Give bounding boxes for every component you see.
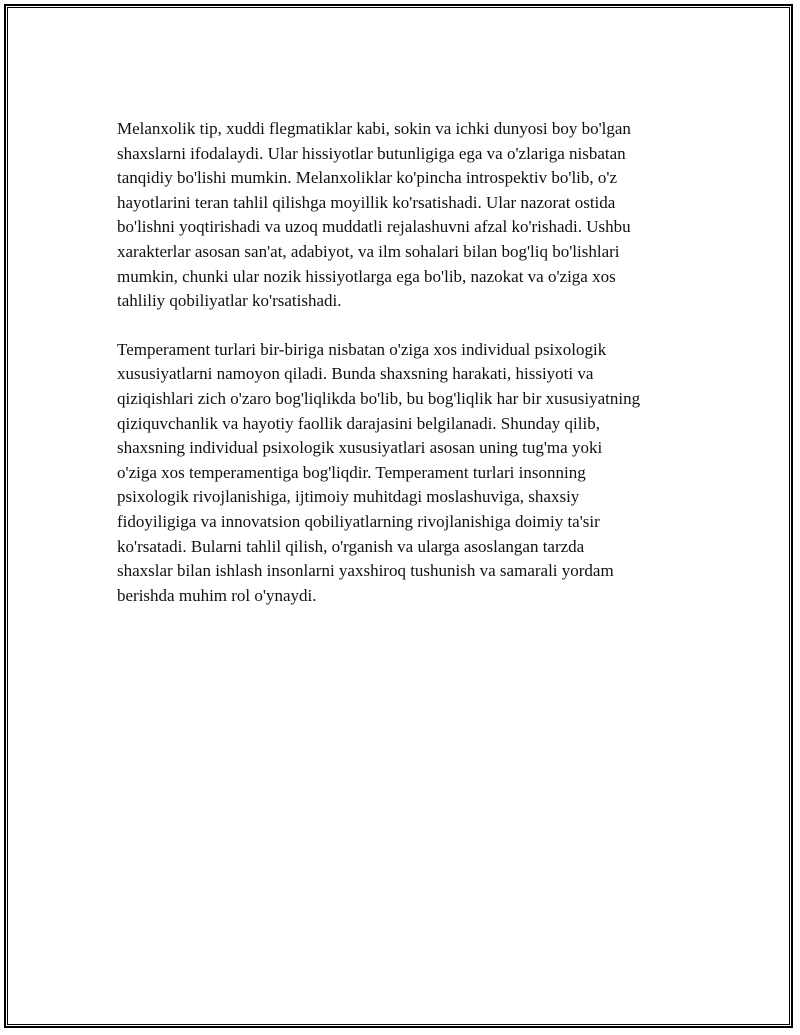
paragraph-2: Temperament turlari bir-biriga nisbatan o'ziga xos individual psixologik xususiyatlarni namoyon qiladi. Bunda shaxsning harakati, hissiyoti va qiziqishlari zich o'zaro bog'liqlikda bo'lib, bu bog'liqlik har bir xususiyatning qiziquvchanlik va hayotiy faollik darajasini belgilanadi. Shunday qilib, shaxsning individual psixologik xususiyatlari asosan uning tug'ma yoki o'ziga xos temperamentiga bog'liqdir. Temperament turlari insonning psixologik rivojlanishiga, ijtimoiy muhitdagi moslashuviga, shaxsiy fidoyiligiga va innovatsion qobiliyatlarning rivojlanishiga doimiy ta'sir ko'rsatadi. Bularni tahlil qilish, o'rganish va ularga asoslangan tarzda shaxslar bilan ishlash insonlarni yaxshiroq tushunish va samarali yordam berishda muhim rol o'ynaydi. [117,339,641,605]
paragraph-1: Melanxolik tip, xuddi flegmatiklar kabi, sokin va ichki dunyosi boy bo'lgan shaxslarni ifodalaydi. Ular hissiyotlar butunligiga ega va o'zlariga nisbatan tanqidiy bo'lishi mumkin. Melanxoliklar ko'pincha introspektiv bo'lib, o'z hayotlarini teran tahlil qilishga moyillik ko'rsatishadi. Ular nazorat ostida bo'lishni yoqtirishadi va uzoq muddatli rejalashuvni afzal ko'rishadi. Ushbu xarakterlar asosan san'at, adabiyot, va ilm sohalari bilan bog'liq bo'lishlari mumkin, chunki ular nozik hissiyotlarga ega bo'lib, nazokat va o'ziga xos tahliliy qobiliyatlar ko'rsatishadi. [117,119,631,311]
document-body [117,117,692,632]
